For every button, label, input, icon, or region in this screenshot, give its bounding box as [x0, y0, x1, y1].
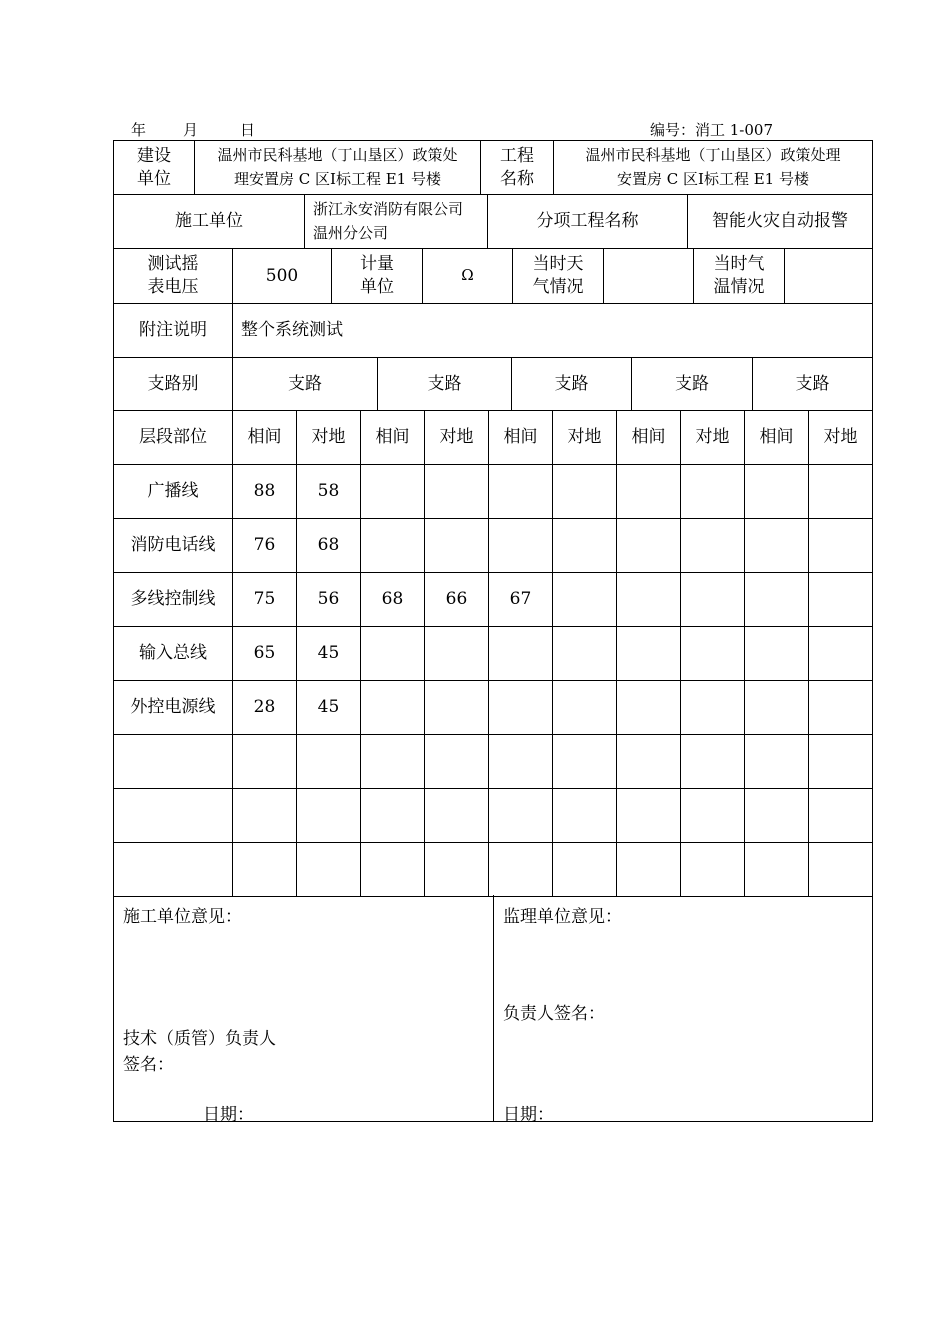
contractor-value-cell: 浙江永安消防有限公司 温州分公司	[305, 195, 488, 249]
sign-label: 签名：	[123, 1055, 174, 1075]
table-row	[114, 465, 873, 519]
value-cell	[489, 789, 553, 843]
value-cell	[617, 627, 681, 681]
value-cell	[425, 735, 489, 789]
value-cell	[681, 519, 745, 573]
value-cell	[681, 735, 745, 789]
table-row	[114, 627, 873, 681]
value-cell	[745, 627, 809, 681]
unit-label-cell: 计量 单位	[332, 249, 423, 304]
value-cell	[809, 735, 873, 789]
branch-label-cell: 支路别	[114, 358, 233, 411]
day-label: 日	[240, 121, 256, 139]
value-cell	[361, 465, 425, 519]
table-row	[114, 519, 873, 573]
value-cell: 56	[297, 573, 361, 627]
value-cell: 68	[361, 573, 425, 627]
value-cell	[553, 465, 617, 519]
temp-value-cell	[785, 249, 873, 304]
branch-table	[113, 357, 873, 411]
table-row	[114, 843, 873, 897]
value-cell	[681, 465, 745, 519]
subitem-label-cell: 分项工程名称	[488, 195, 688, 249]
contractor-label-cell: 施工单位	[114, 195, 305, 249]
value-cell	[425, 627, 489, 681]
value-cell	[233, 735, 297, 789]
value-cell	[809, 789, 873, 843]
col-between-header: 相间	[617, 411, 681, 465]
voltage-label-cell: 测试摇 表电压	[114, 249, 233, 304]
value-cell	[617, 681, 681, 735]
col-between-header: 相间	[233, 411, 297, 465]
row-label-cell	[114, 789, 233, 843]
branch-header: 支路	[753, 358, 873, 411]
value-cell	[553, 789, 617, 843]
value-cell	[489, 735, 553, 789]
col-between-header: 相间	[361, 411, 425, 465]
value-cell	[809, 681, 873, 735]
value-cell	[361, 681, 425, 735]
value-cell: 76	[233, 519, 297, 573]
signature-box	[113, 895, 873, 1125]
value-cell	[361, 735, 425, 789]
value-cell	[809, 843, 873, 897]
value-cell	[553, 843, 617, 897]
voltage-value-cell: 500	[233, 249, 332, 304]
value-cell	[361, 843, 425, 897]
column-header-row	[114, 411, 873, 465]
value-cell	[553, 519, 617, 573]
value-cell	[745, 573, 809, 627]
builder-label-cell: 建设 单位	[114, 141, 195, 195]
value-cell: 75	[233, 573, 297, 627]
value-cell	[745, 789, 809, 843]
temp-label-cell: 当时气 温情况	[694, 249, 785, 304]
value-cell	[809, 465, 873, 519]
value-cell	[617, 573, 681, 627]
supervisor-opinion-label: 监理单位意见：	[503, 907, 622, 927]
unit-value-cell: Ω	[423, 249, 513, 304]
value-cell	[617, 843, 681, 897]
project-value-cell: 温州市民科基地（丁山垦区）政策处理 安置房 C 区Ⅰ标工程 E1 号楼	[554, 141, 873, 195]
value-cell	[425, 789, 489, 843]
value-cell	[681, 843, 745, 897]
value-cell	[745, 465, 809, 519]
value-cell: 66	[425, 573, 489, 627]
value-cell	[425, 519, 489, 573]
value-cell	[361, 789, 425, 843]
table-row	[114, 735, 873, 789]
value-cell: 45	[297, 681, 361, 735]
weather-label-cell: 当时天 气情况	[513, 249, 604, 304]
value-cell	[617, 735, 681, 789]
tech-manager-label: 技术（质管）负责人	[123, 1029, 276, 1049]
subitem-value-cell: 智能火灾自动报警	[688, 195, 873, 249]
value-cell	[553, 573, 617, 627]
value-cell: 65	[233, 627, 297, 681]
section-label-cell: 层段部位	[114, 411, 233, 465]
signature-divider	[493, 895, 494, 1121]
col-ground-header: 对地	[809, 411, 873, 465]
value-cell	[425, 681, 489, 735]
value-cell	[489, 519, 553, 573]
col-ground-header: 对地	[297, 411, 361, 465]
table-row	[114, 573, 873, 627]
value-cell	[361, 519, 425, 573]
value-cell	[553, 735, 617, 789]
value-cell	[489, 627, 553, 681]
row-label-cell	[114, 735, 233, 789]
col-between-header: 相间	[489, 411, 553, 465]
note-label-cell: 附注说明	[114, 304, 233, 358]
note-value-cell: 整个系统测试	[233, 304, 873, 358]
value-cell	[617, 465, 681, 519]
row-label-cell	[114, 843, 233, 897]
col-ground-header: 对地	[681, 411, 745, 465]
value-cell	[297, 789, 361, 843]
value-cell	[809, 627, 873, 681]
row-label-cell: 外控电源线	[114, 681, 233, 735]
value-cell: 45	[297, 627, 361, 681]
value-cell	[745, 735, 809, 789]
value-cell	[297, 735, 361, 789]
value-cell: 67	[489, 573, 553, 627]
branch-header: 支路	[233, 358, 378, 411]
value-cell	[681, 573, 745, 627]
value-cell	[361, 627, 425, 681]
value-cell	[233, 789, 297, 843]
row-label-cell: 消防电话线	[114, 519, 233, 573]
document-number: 编号：消工 1-007	[650, 121, 774, 139]
value-cell	[617, 789, 681, 843]
value-cell	[809, 573, 873, 627]
test-params-table	[113, 248, 873, 304]
value-cell	[809, 519, 873, 573]
month-label: 月	[183, 121, 199, 139]
builder-value-cell: 温州市民科基地（丁山垦区）政策处 理安置房 C 区Ⅰ标工程 E1 号楼	[195, 141, 481, 195]
value-cell	[681, 627, 745, 681]
value-cell	[489, 681, 553, 735]
date-right-label: 日期：	[503, 1105, 554, 1125]
project-label-cell: 工程 名称	[481, 141, 554, 195]
col-ground-header: 对地	[425, 411, 489, 465]
value-cell	[745, 843, 809, 897]
value-cell	[553, 627, 617, 681]
contractor-opinion-label: 施工单位意见：	[123, 907, 242, 927]
value-cell	[425, 465, 489, 519]
value-cell: 88	[233, 465, 297, 519]
year-label: 年	[131, 121, 147, 139]
date-left-label: 日期：	[203, 1105, 254, 1125]
contractor-table	[113, 194, 873, 249]
value-cell: 68	[297, 519, 361, 573]
responsible-sign-label: 负责人签名：	[503, 1004, 605, 1024]
builder-project-table	[113, 140, 873, 195]
row-label-cell: 输入总线	[114, 627, 233, 681]
value-cell	[745, 519, 809, 573]
row-label-cell: 多线控制线	[114, 573, 233, 627]
note-table	[113, 303, 873, 358]
value-cell	[233, 843, 297, 897]
value-cell: 58	[297, 465, 361, 519]
value-cell	[681, 789, 745, 843]
value-cell	[553, 681, 617, 735]
row-label-cell: 广播线	[114, 465, 233, 519]
branch-header: 支路	[378, 358, 512, 411]
col-ground-header: 对地	[553, 411, 617, 465]
table-row	[114, 681, 873, 735]
value-cell	[425, 843, 489, 897]
value-cell: 28	[233, 681, 297, 735]
value-cell	[297, 843, 361, 897]
table-row	[114, 789, 873, 843]
value-cell	[681, 681, 745, 735]
value-cell	[489, 465, 553, 519]
value-cell	[489, 843, 553, 897]
branch-header: 支路	[632, 358, 753, 411]
col-between-header: 相间	[745, 411, 809, 465]
value-cell	[745, 681, 809, 735]
branch-header: 支路	[512, 358, 632, 411]
value-cell	[617, 519, 681, 573]
weather-value-cell	[604, 249, 694, 304]
measurement-table	[113, 410, 873, 897]
